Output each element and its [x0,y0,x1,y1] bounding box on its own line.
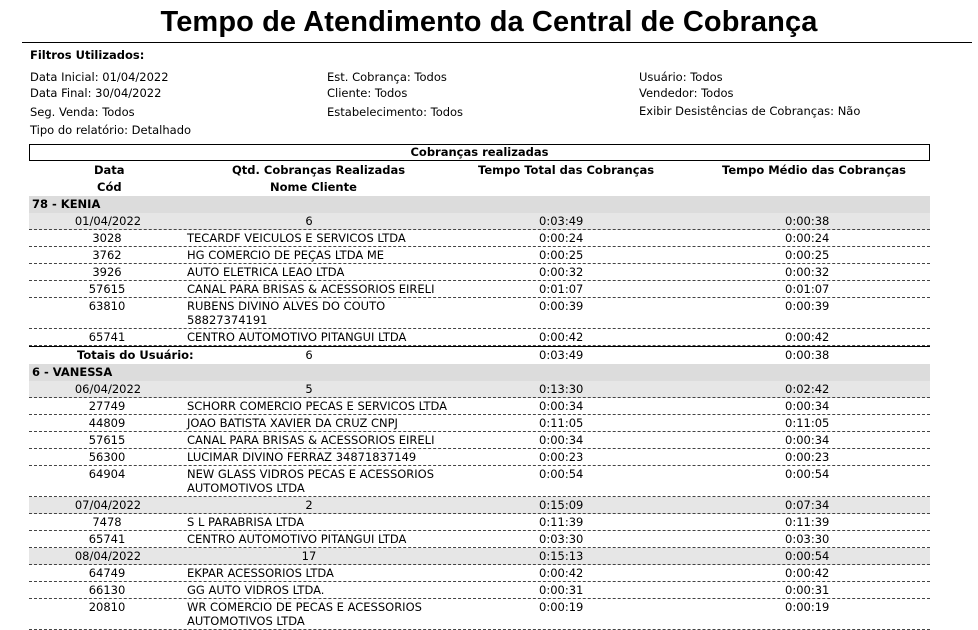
avg-time-cell: 0:00:54 [785,467,830,481]
table-row [29,466,930,497]
table-row [29,415,930,432]
client-name [187,515,304,529]
filter-seg-venda: Seg. Venda: Todos [30,105,135,119]
client-name-line: JOAO BATISTA XAVIER DA CRUZ CNPJ [187,416,398,430]
total-time-cell: 0:00:34 [539,399,584,413]
qtd-cell: 2 [305,498,313,512]
total-time-cell: 0:11:39 [539,515,584,529]
client-name-line: CANAL PARA BRISAS & ACESSORIOS EIRELI [187,282,435,296]
total-time-cell: 0:11:05 [539,416,584,430]
client-code: 64904 [88,467,126,481]
avg-time-cell: 0:07:34 [785,498,830,512]
client-name-line: SCHORR COMERCIO PECAS E SERVICOS LTDA [187,399,448,413]
client-name [187,330,406,344]
avg-time-cell: 0:00:39 [785,299,830,313]
client-code: 65741 [88,330,126,344]
client-name [187,583,324,597]
client-name-line: CENTRO AUTOMOTIVO PITANGUI LTDA [187,532,407,546]
total-time-cell: 0:00:54 [539,467,584,481]
client-name-line: NEW GLASS VIDROS PECAS E ACESSORIOS [187,467,435,481]
avg-time-cell: 0:00:34 [785,433,830,447]
date-cell: 08/04/2022 [74,549,142,563]
filter-vendedor: Vendedor: Todos [639,86,734,100]
client-code: 7478 [92,515,122,529]
filter-estabelecimento: Estabelecimento: Todos [327,105,464,119]
client-name [187,600,422,628]
filters-heading: Filtros Utilizados: [30,48,145,62]
filter-usuario: Usuário: Todos [639,70,723,84]
table-row [29,582,930,599]
client-name-line: TECARDF VEICULOS E SERVICOS LTDA [187,231,406,245]
client-name [187,416,398,430]
avg-time-cell: 0:03:30 [785,532,830,546]
total-time-cell: 0:15:13 [539,549,584,563]
date-summary-row [29,381,930,398]
table-row [29,432,930,449]
total-time-cell: 0:01:07 [539,282,584,296]
avg-time-cell: 0:00:19 [785,600,830,614]
avg-time-cell: 0:11:39 [785,515,830,529]
client-code: 3926 [92,265,122,279]
header-tempo-total: Tempo Total das Cobranças [478,163,655,177]
date-summary-row [29,213,930,230]
client-code: 65741 [88,532,126,546]
client-code: 66130 [88,583,126,597]
date-cell: 06/04/2022 [74,382,142,396]
table-row [29,599,930,630]
client-name [187,399,447,413]
client-name-line: 58827374191 [187,313,268,327]
filter-exibir-desistencias: Exibir Desistências de Cobranças: Não [639,104,861,118]
client-code: 56300 [88,450,126,464]
filter-data-inicial: Data Inicial: 01/04/2022 [30,70,169,84]
avg-time-cell: 0:00:24 [785,231,830,245]
avg-time-cell: 0:00:23 [785,450,830,464]
client-name [187,532,406,546]
total-time-cell: 0:03:49 [539,214,584,228]
client-name [187,248,384,262]
client-code: 57615 [88,433,126,447]
client-name-line: RUBENS DIVINO ALVES DO COUTO [187,299,386,313]
table-row [29,264,930,281]
user-name: 78 - KENIA [32,197,101,211]
filter-cliente: Cliente: Todos [327,86,408,100]
avg-time-cell: 0:01:07 [785,282,830,296]
avg-time-cell: 0:00:42 [785,566,830,580]
user-group-header [29,196,930,213]
avg-time-cell: 0:02:42 [785,382,830,396]
client-code: 64749 [88,566,126,580]
filter-tipo-relatorio: Tipo do relatório: Detalhado [30,123,192,137]
report-title: Tempo de Atendimento da Central de Cobrança [160,6,818,38]
table-row [29,281,930,298]
qtd-cell: 6 [305,348,313,362]
total-time-cell: 0:00:34 [539,433,584,447]
client-name-line: LUCIMAR DIVINO FERRAZ 34871837149 [187,450,417,464]
client-name [187,265,344,279]
header-data: Data [94,163,125,177]
total-time-cell: 0:00:23 [539,450,584,464]
client-name [187,299,385,327]
date-summary-row [29,497,930,514]
table-row [29,565,930,582]
total-time-cell: 0:00:39 [539,299,584,313]
table-row [29,514,930,531]
client-name-line: HG COMERCIO DE PEÇAS LTDA ME [187,248,385,262]
client-name [187,433,435,447]
total-time-cell: 0:13:30 [539,382,584,396]
total-time-cell: 0:03:49 [539,348,584,362]
client-name-line: WR COMERCIO DE PECAS E ACESSORIOS [187,600,422,614]
qtd-cell: 5 [305,382,313,396]
client-name [187,566,334,580]
client-code: 57615 [88,282,126,296]
avg-time-cell: 0:00:42 [785,330,830,344]
table-row [29,398,930,415]
user-totals-row [29,346,930,363]
client-name [187,231,406,245]
avg-time-cell: 0:00:31 [785,583,830,597]
client-code: 63810 [88,299,126,313]
filter-est-cobranca: Est. Cobrança: Todos [327,70,447,84]
title-divider [22,42,972,43]
total-time-cell: 0:00:42 [539,566,584,580]
table-row [29,329,930,346]
client-code: 44809 [88,416,126,430]
totals-label: Totais do Usuário: [77,348,194,362]
avg-time-cell: 0:00:34 [785,399,830,413]
client-code: 3762 [92,248,122,262]
header-nome-cliente: Nome Cliente [270,180,357,194]
total-time-cell: 0:15:09 [539,498,584,512]
total-time-cell: 0:00:25 [539,248,584,262]
client-code: 20810 [88,600,126,614]
total-time-cell: 0:00:19 [539,600,584,614]
avg-time-cell: 0:11:05 [785,416,830,430]
total-time-cell: 0:00:32 [539,265,584,279]
qtd-cell: 6 [305,214,313,228]
date-cell: 07/04/2022 [74,498,142,512]
client-name-line: CANAL PARA BRISAS & ACESSORIOS EIRELI [187,433,435,447]
user-name: 6 - VANESSA [32,365,113,379]
total-time-cell: 0:00:24 [539,231,584,245]
table-row [29,449,930,466]
user-group-header [29,364,930,381]
total-time-cell: 0:03:30 [539,532,584,546]
client-name-line: AUTO ELETRICA LEAO LTDA [187,265,345,279]
client-name [187,450,416,464]
client-name-line: S L PARABRISA LTDA [187,515,305,529]
avg-time-cell: 0:00:54 [785,549,830,563]
filter-data-final: Data Final: 30/04/2022 [30,86,162,100]
client-code: 27749 [88,399,126,413]
avg-time-cell: 0:00:38 [785,348,830,362]
header-tempo-medio: Tempo Médio das Cobranças [722,163,907,177]
client-code: 3028 [92,231,122,245]
table-row [29,298,930,329]
table-row [29,531,930,548]
client-name-line: AUTOMOTIVOS LTDA [187,481,305,495]
table-row [29,230,930,247]
total-time-cell: 0:00:31 [539,583,584,597]
avg-time-cell: 0:00:25 [785,248,830,262]
client-name [187,467,434,495]
header-cod: Cód [97,180,122,194]
client-name-line: AUTOMOTIVOS LTDA [187,614,305,628]
table-row [29,247,930,264]
avg-time-cell: 0:00:32 [785,265,830,279]
client-name [187,282,435,296]
table-caption: Cobranças realizadas [29,144,930,161]
date-cell: 01/04/2022 [74,214,142,228]
avg-time-cell: 0:00:38 [785,214,830,228]
header-qtd: Qtd. Cobranças Realizadas [232,163,406,177]
client-name-line: CENTRO AUTOMOTIVO PITANGUI LTDA [187,330,407,344]
client-name-line: GG AUTO VIDROS LTDA. [187,583,325,597]
total-time-cell: 0:00:42 [539,330,584,344]
date-summary-row [29,548,930,565]
client-name-line: EKPAR ACESSORIOS LTDA [187,566,334,580]
qtd-cell: 17 [301,549,317,563]
